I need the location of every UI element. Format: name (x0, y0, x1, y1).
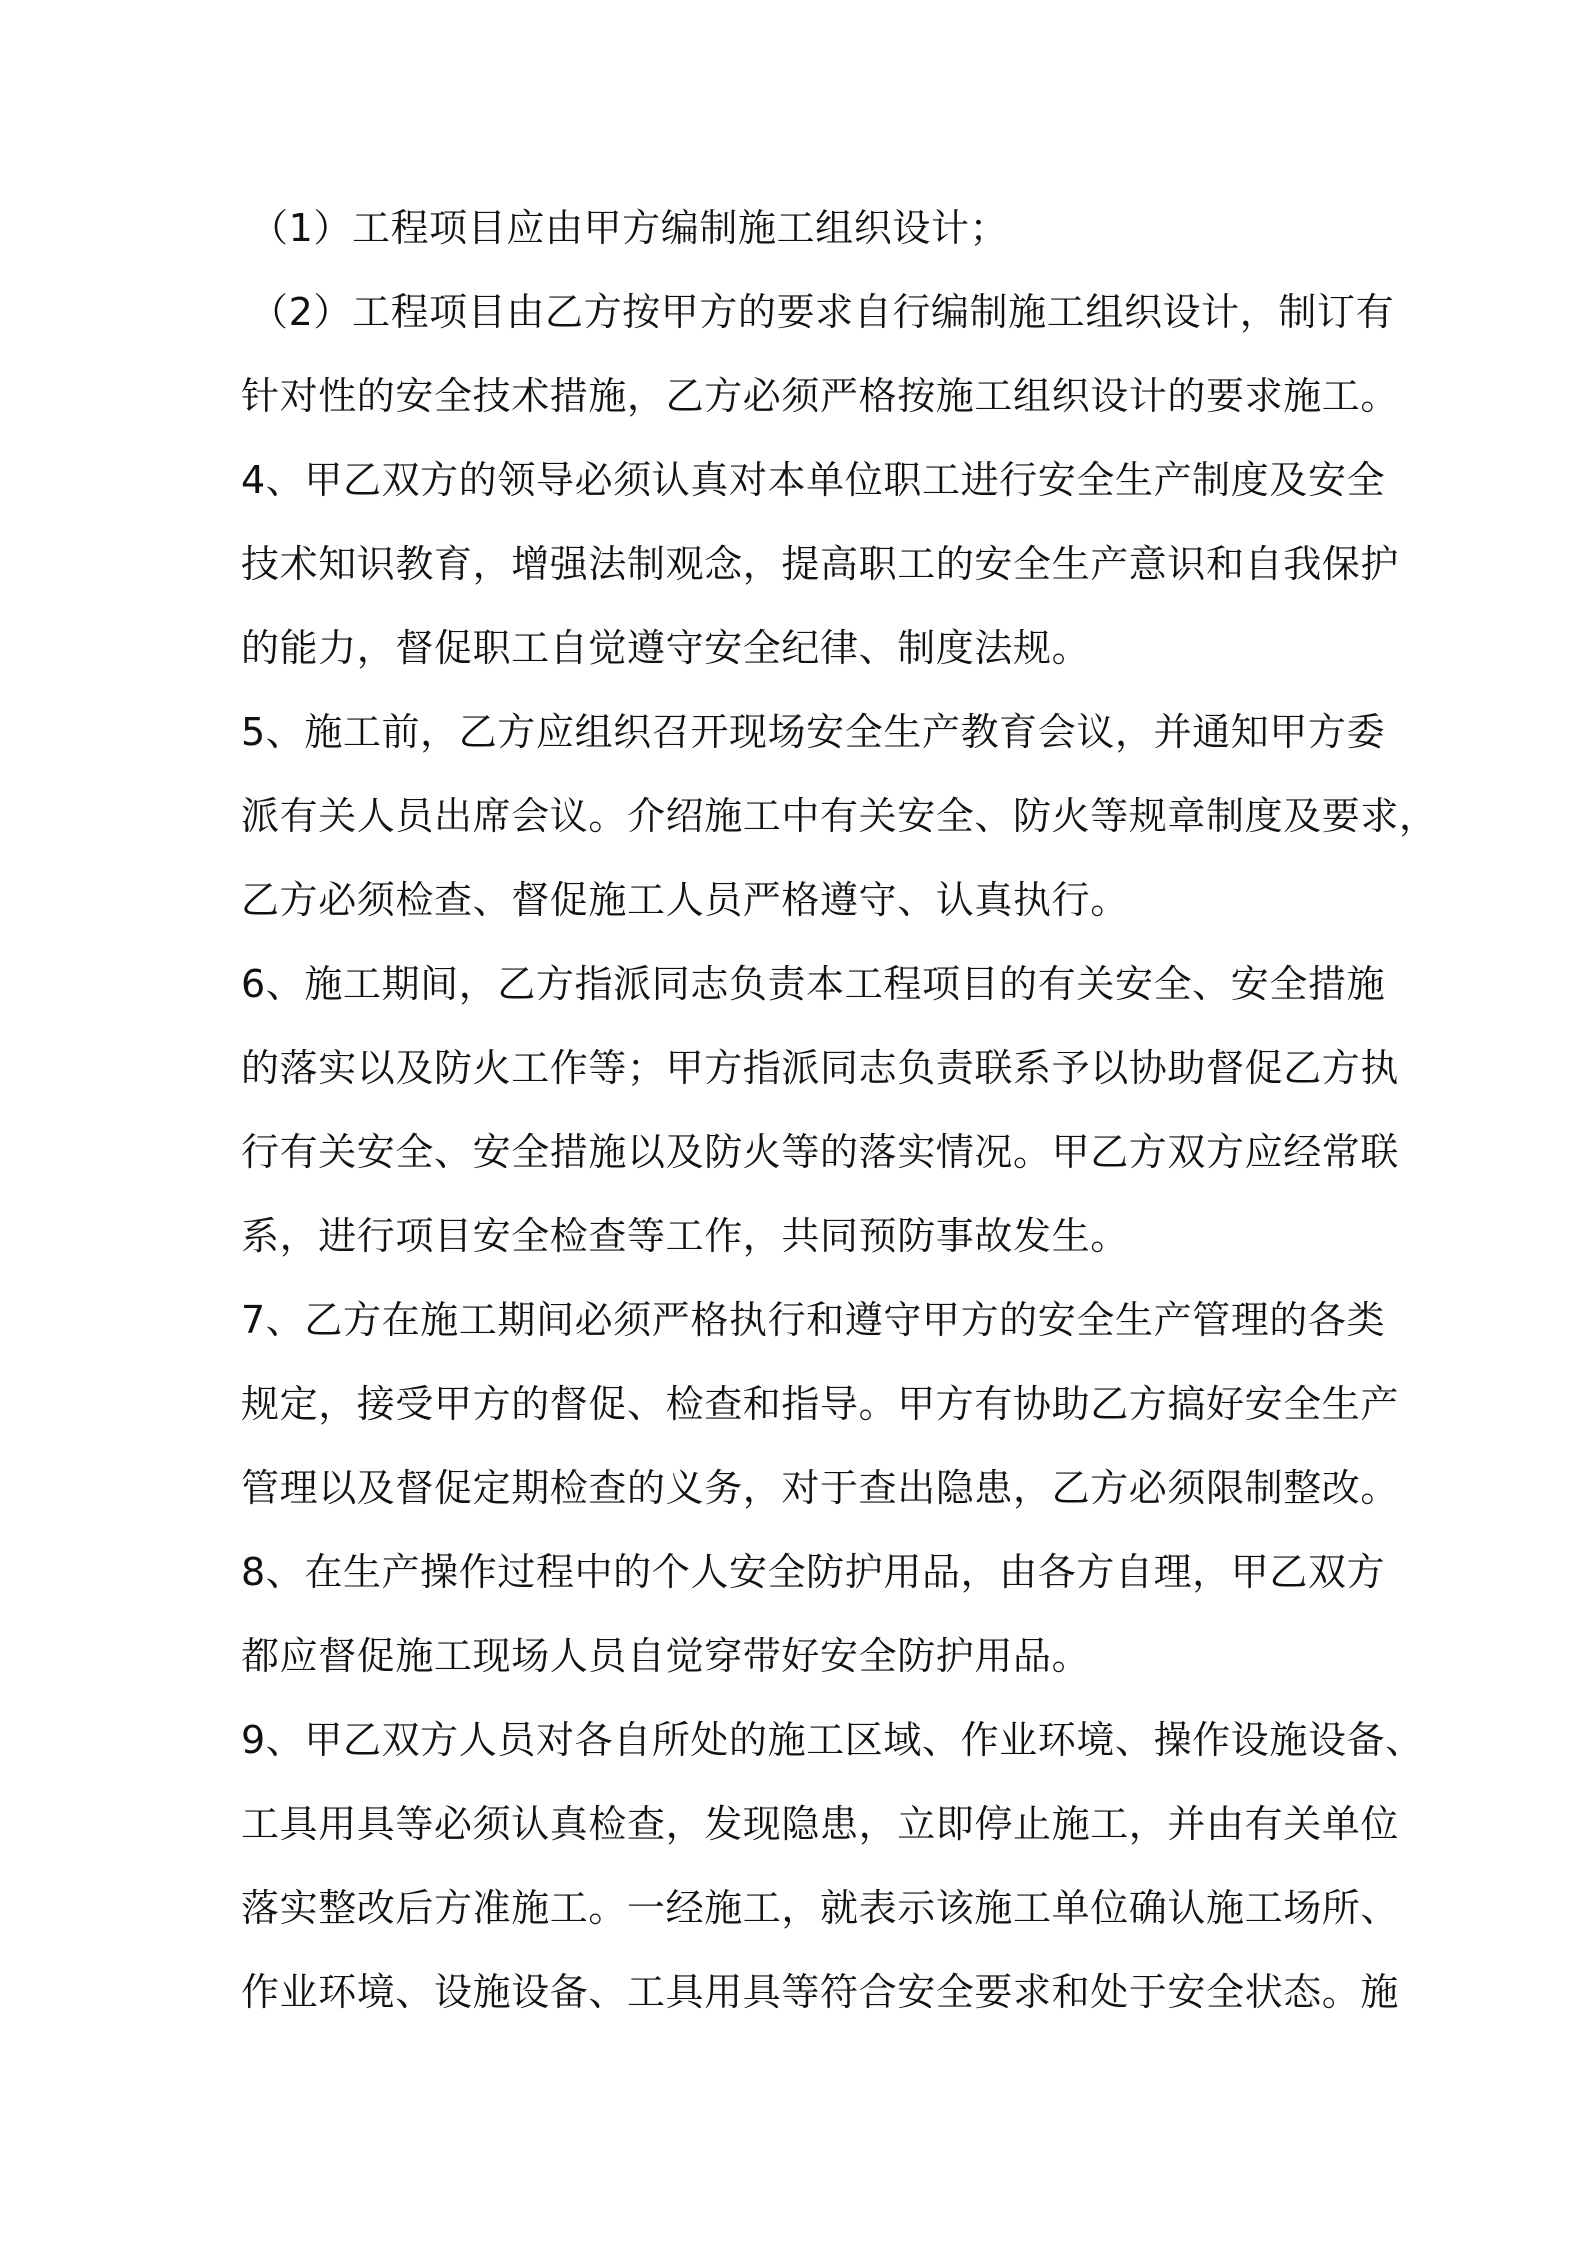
text-line-3: 针对性的安全技术措施，乙方必须严格按施工组织设计的要求施工。 (241, 374, 1400, 418)
text-line-10: 6、施工期间，乙方指派同志负责本工程项目的有关安全、安全措施 (241, 962, 1386, 1006)
text-line-19: 9、甲乙双方人员对各自所处的施工区域、作业环境、操作设施设备、 (241, 1718, 1424, 1762)
text-line-8: 派有关人员出席会议。介绍施工中有关安全、防火等规章制度及要求， (241, 794, 1438, 838)
text-line-5: 技术知识教育，增强法制观念，提高职工的安全生产意识和自我保护 (241, 542, 1400, 586)
text-line-12: 行有关安全、安全措施以及防火等的落实情况。甲乙方双方应经常联 (241, 1130, 1400, 1174)
text-line-9: 乙方必须检查、督促施工人员严格遵守、认真执行。 (241, 878, 1129, 922)
text-line-1: （1）工程项目应由甲方编制施工组织设计； (250, 206, 1009, 250)
text-line-13: 系，进行项目安全检查等工作，共同预防事故发生。 (241, 1214, 1129, 1258)
text-line-6: 的能力，督促职工自觉遵守安全纪律、制度法规。 (241, 626, 1091, 670)
text-line-7: 5、施工前，乙方应组织召开现场安全生产教育会议，并通知甲方委 (241, 710, 1386, 754)
text-line-22: 作业环境、设施设备、工具用具等符合安全要求和处于安全状态。施 (241, 1970, 1400, 2014)
text-line-15: 规定，接受甲方的督促、检查和指导。甲方有协助乙方搞好安全生产 (241, 1382, 1400, 1426)
text-line-11: 的落实以及防火工作等；甲方指派同志负责联系予以协助督促乙方执 (241, 1046, 1400, 1090)
text-line-2: （2）工程项目由乙方按甲方的要求自行编制施工组织设计，制订有 (250, 290, 1395, 334)
text-line-18: 都应督促施工现场人员自觉穿带好安全防护用品。 (241, 1634, 1091, 1678)
text-line-4: 4、甲乙双方的领导必须认真对本单位职工进行安全生产制度及安全 (241, 458, 1386, 502)
text-line-21: 落实整改后方准施工。一经施工，就表示该施工单位确认施工场所、 (241, 1886, 1400, 1930)
text-line-14: 7、乙方在施工期间必须严格执行和遵守甲方的安全生产管理的各类 (241, 1298, 1386, 1342)
text-line-16: 管理以及督促定期检查的义务，对于查出隐患，乙方必须限制整改。 (241, 1466, 1400, 1510)
text-line-17: 8、在生产操作过程中的个人安全防护用品，由各方自理，甲乙双方 (241, 1550, 1386, 1594)
text-line-20: 工具用具等必须认真检查，发现隐患，立即停止施工，并由有关单位 (241, 1802, 1400, 1846)
